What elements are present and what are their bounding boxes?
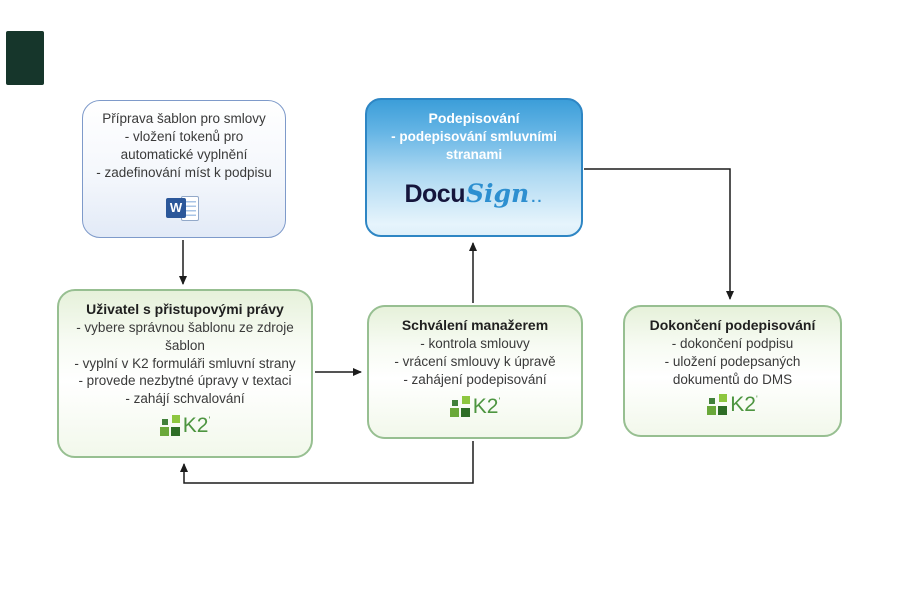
docusign-logo-dots: ..	[531, 188, 544, 206]
flow-node-uzivatel	[57, 289, 313, 458]
word-logo-letter: W	[166, 198, 186, 218]
node-title: Schválení manažerem	[401, 317, 549, 333]
k2-logo-squares	[160, 415, 181, 436]
node-line: stranami	[445, 146, 503, 162]
flow-node-dokonceni	[623, 305, 842, 437]
k2-logo-text: K2'	[182, 414, 211, 438]
node-line: dokumentů do DMS	[672, 371, 793, 387]
docusign-logo	[404, 177, 543, 211]
node-line: - zahájení podepisování	[403, 371, 547, 387]
k2-logo	[160, 415, 210, 436]
k2-logo-squares	[450, 396, 471, 417]
node-line: šablon	[165, 337, 205, 353]
node-line: - vložení tokenů pro	[124, 128, 244, 144]
node-line: - provede nezbytné úpravy v textaci	[78, 373, 292, 389]
node-line: - vybere správnou šablonu ze zdroje	[76, 319, 294, 335]
arrow-podepisovani-to-dokonceni	[584, 169, 730, 299]
node-line: - kontrola smlouvy	[420, 335, 530, 351]
node-title: Příprava šablon pro smlovy	[102, 111, 266, 126]
k2-logo-squares	[707, 394, 728, 415]
corner-dark-block	[6, 31, 44, 85]
word-icon	[166, 195, 202, 221]
k2-logo-text: K2'	[730, 393, 758, 417]
k2-logo	[450, 396, 500, 417]
flow-node-podepisovani	[365, 98, 583, 237]
k2-logo-text: K2'	[472, 395, 501, 419]
node-title: Podepisování	[428, 110, 520, 126]
node-line: - zahájí schvalování	[125, 391, 245, 407]
node-line: - vyplní v K2 formuláři smluvní strany	[74, 355, 296, 371]
k2-logo	[707, 394, 757, 415]
node-line: - vrácení smlouvy k úpravě	[394, 353, 556, 369]
docusign-logo-docu: Docu	[404, 179, 465, 208]
node-line: - zadefinování míst k podpisu	[96, 164, 272, 180]
node-title: Dokončení podepisování	[649, 317, 816, 333]
node-line: automatické vyplnění	[120, 146, 248, 162]
node-line: - podepisování smluvními	[391, 128, 557, 144]
node-line: - dokončení podpisu	[671, 335, 794, 351]
flow-node-schvaleni	[367, 305, 583, 439]
docusign-logo-sign: Sign	[465, 178, 530, 208]
node-title: Uživatel s přistupovými právy	[86, 301, 284, 317]
node-line: - uložení podepsaných	[664, 353, 801, 369]
flow-node-priprava-sablon	[82, 100, 286, 238]
